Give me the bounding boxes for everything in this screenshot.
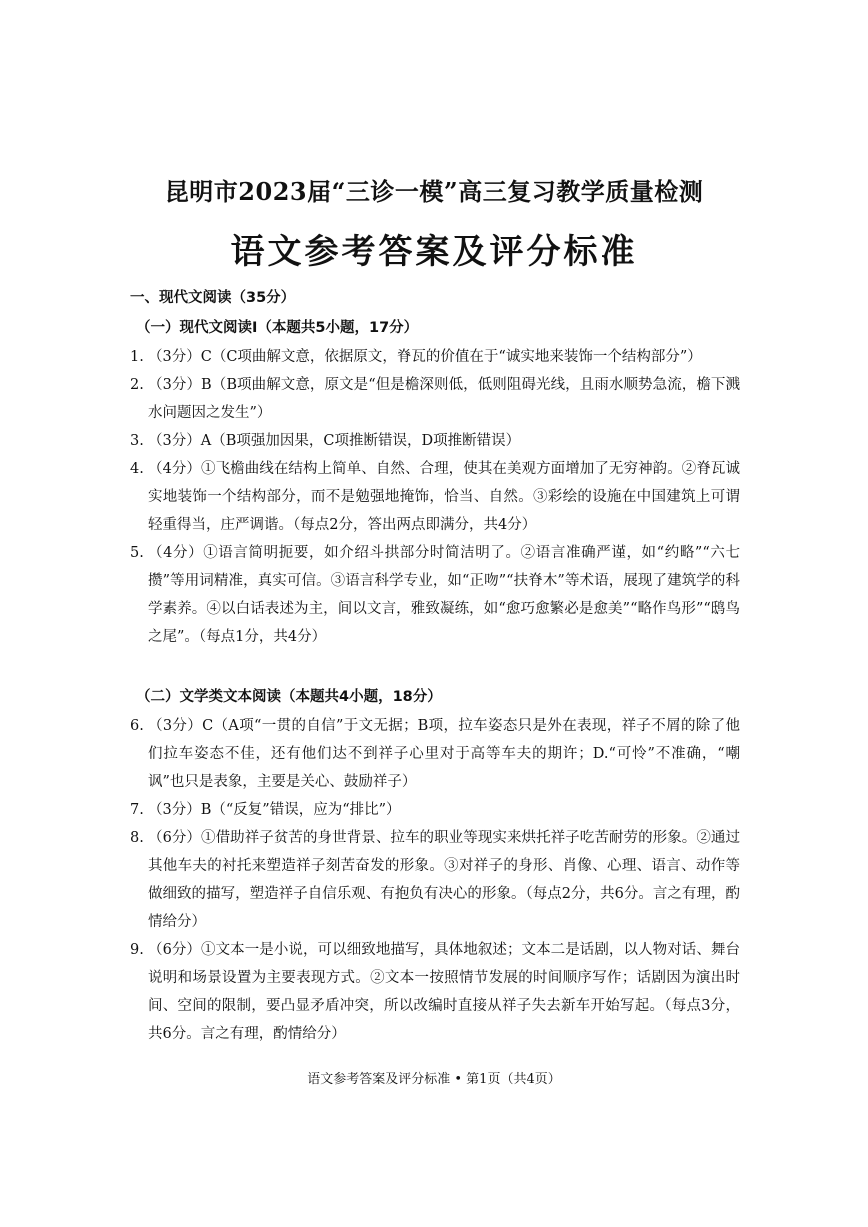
item-text: （3分）B（B项曲解文意，原文是“但是檐深则低，低则阻碍光线，且雨水顺势急流，檐下溅水问题因之发生”）: [148, 377, 740, 421]
answer-item: [130, 824, 740, 936]
answer-item: [130, 936, 740, 1048]
item-number: 4.: [130, 461, 144, 477]
item-number: 7.: [130, 802, 144, 818]
answer-item: [130, 455, 740, 539]
item-number: 6.: [130, 718, 144, 734]
item-number: 8.: [130, 830, 144, 846]
item-text: （3分）B（“反复”错误，应为“排比”）: [148, 802, 401, 818]
item-number: 9.: [130, 942, 144, 958]
item-text: （3分）A（B项强加因果，C项推断错误，D项推断错误）: [148, 433, 521, 449]
answer-item: [130, 343, 740, 371]
subsection-heading-2: （二）文学类文本阅读（本题共4小题，18分）: [136, 689, 442, 705]
document-subtitle: 语文参考答案及评分标准: [230, 232, 638, 272]
item-number: 1.: [130, 349, 144, 365]
item-number: 5.: [130, 545, 144, 561]
answer-item: [130, 796, 740, 824]
answer-item: [130, 427, 740, 455]
item-number: 3.: [130, 433, 144, 449]
item-text: （3分）C（C项曲解文意，依据原文，脊瓦的价值在于“诚实地来装饰一个结构部分”）: [148, 349, 702, 365]
page-footer: 语文参考答案及评分标准 • 第1页（共4页）: [307, 1072, 561, 1087]
item-text: （4分）①语言简明扼要，如介绍斗拱部分时简洁明了。②语言准确严谨，如“约略”“六七攒”等用词精准，真实可信。③语言科学专业，如“正吻”“扶脊木”等术语，展现了建筑学的科学素养。④以白话表述为主，间以文言，雅致凝练，如“愈巧愈繁必是愈美”“略作鸟形”“鸱鸟之尾”。（每点1分，共4分）: [148, 545, 740, 645]
answer-content: [130, 286, 740, 1048]
item-text: （4分）①飞檐曲线在结构上简单、自然、合理，使其在美观方面增加了无穷神韵。②脊瓦诚实地装饰一个结构部分，而不是勉强地掩饰，恰当、自然。③彩绘的设施在中国建筑上可谓轻重得当，庄严调谐。（每点2分，答出两点即满分，共4分）: [148, 461, 740, 533]
section-heading-1: 一、现代文阅读（35分）: [130, 290, 296, 306]
item-text: （3分）C（A项“一贯的自信”于文无据；B项，拉车姿态只是外在表现，祥子不屑的除了他们拉车姿态不佳，还有他们达不到祥子心里对于高等车夫的期许；D.“可怜”不准确，“嘲讽”也只是表象，主要是关心、鼓励祥子）: [148, 718, 740, 790]
answer-item: [130, 712, 740, 796]
item-text: （6分）①借助祥子贫苦的身世背景、拉车的职业等现实来烘托祥子吃苦耐劳的形象。②通过其他车夫的衬托来塑造祥子刻苦奋发的形象。③对祥子的身形、肖像、心理、语言、动作等做细致的描写，塑造祥子自信乐观、有抱负有决心的形象。（每点2分，共6分。言之有理，酌情给分）: [148, 830, 740, 930]
item-text: （6分）①文本一是小说，可以细致地描写，具体地叙述；文本二是话剧，以人物对话、舞台说明和场景设置为主要表现方式。②文本一按照情节发展的时间顺序写作；话剧因为演出时间、空间的限制，要凸显矛盾冲突，所以改编时直接从祥子失去新车开始写起。（每点3分，共6分。言之有理，酌情给分）: [148, 942, 740, 1042]
answer-item: [130, 371, 740, 427]
document-title: 昆明市2023届“三诊一模”高三复习教学质量检测: [164, 177, 704, 206]
item-number: 2.: [130, 377, 144, 393]
answer-item: [130, 539, 740, 651]
subsection-heading-1: （一）现代文阅读Ⅰ（本题共5小题，17分）: [136, 320, 419, 336]
